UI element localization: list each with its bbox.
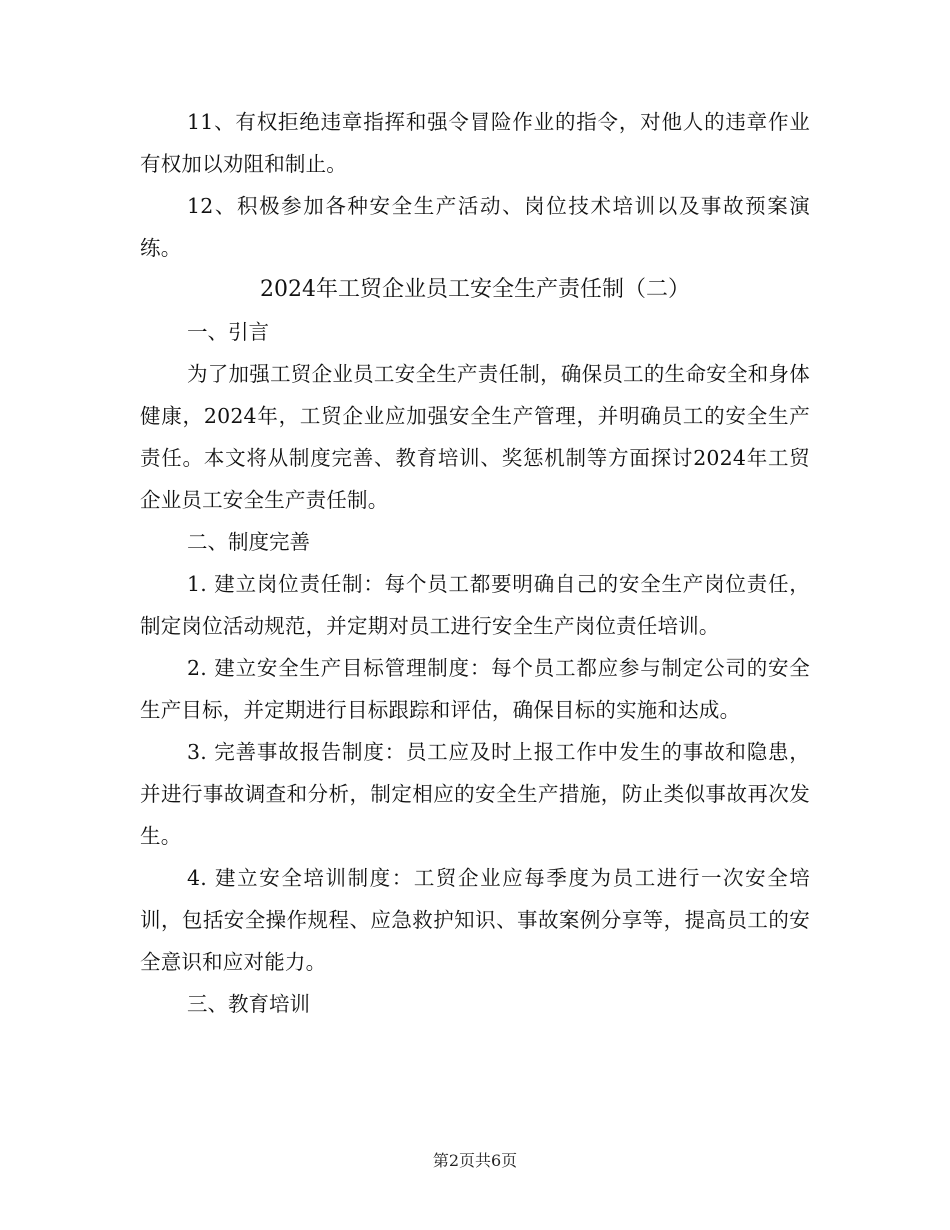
intro-paragraph: 为了加强工贸企业员工安全生产责任制，确保员工的生命安全和身体健康，2024年，工贸企业应加强安全生产管理，并明确员工的安全生产责任。本文将从制度完善、教育培训、奖惩机制等方面探讨2024年工贸企业员工安全生产责任制。 <box>140 362 810 512</box>
list-item: 2. 建立安全生产目标管理制度：每个员工都应参与制定公司的安全生产目标，并定期进行目标跟踪和评估，确保目标的实施和达成。 <box>140 656 810 722</box>
paragraph-item-12: 12、积极参加各种安全生产活动、岗位技术培训以及事故预案演练。 <box>140 194 810 260</box>
section-heading-system: 二、制度完善 <box>187 530 310 554</box>
section-heading-training: 三、教育培训 <box>187 992 310 1016</box>
paragraph-item-11: 11、有权拒绝违章指挥和强令冒险作业的指令，对他人的违章作业有权加以劝阻和制止。 <box>140 110 810 176</box>
list-item: 4. 建立安全培训制度：工贸企业应每季度为员工进行一次安全培训，包括安全操作规程、应急救护知识、事故案例分享等，提高员工的安全意识和应对能力。 <box>140 866 810 974</box>
page-number: 第2页共6页 <box>432 1151 518 1170</box>
list-item: 3. 完善事故报告制度：员工应及时上报工作中发生的事故和隐患，并进行事故调查和分析，制定相应的安全生产措施，防止类似事故再次发生。 <box>140 740 810 848</box>
list-item: 1. 建立岗位责任制：每个员工都要明确自己的安全生产岗位责任，制定岗位活动规范，并定期对员工进行安全生产岗位责任培训。 <box>140 572 810 638</box>
document-body <box>140 101 810 1025</box>
document-title: 2024年工贸企业员工安全生产责任制（二） <box>260 277 690 302</box>
section-heading-intro: 一、引言 <box>187 320 269 344</box>
